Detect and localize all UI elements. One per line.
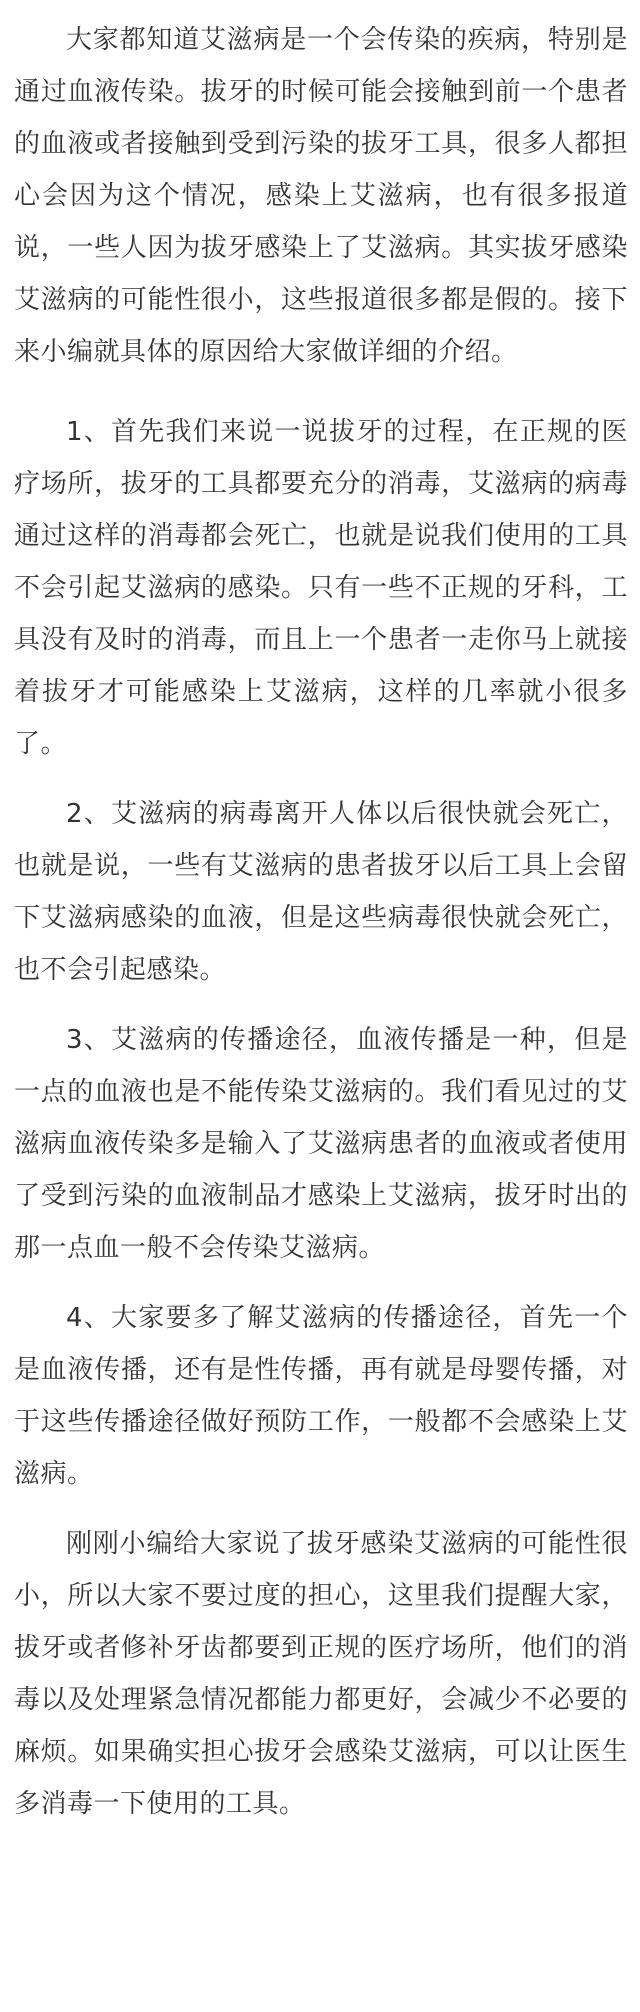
conclusion-paragraph: 刚刚小编给大家说了拔牙感染艾滋病的可能性很小，所以大家不要过度的担心，这里我们提醒大家，拔牙或者修补牙齿都要到正规的医疗场所，他们的消毒以及处理紧急情况都能力都更好，会减少不必要的麻烦。如果确实担心拔牙会感染艾滋病，可以让医生多消毒一下使用的工具。 bbox=[14, 1529, 628, 1819]
point-4-paragraph: 4、大家要多了解艾滋病的传播途径，首先一个是血液传播，还有是性传播，再有就是母婴传播，对于这些传播途径做好预防工作，一般都不会感染上艾滋病。 bbox=[14, 1303, 628, 1489]
point-1-paragraph: 1、首先我们来说一说拔牙的过程，在正规的医疗场所，拔牙的工具都要充分的消毒，艾滋病的病毒通过这样的消毒都会死亡，也就是说我们使用的工具不会引起艾滋病的感染。只有一些不正规的牙科，工具没有及时的消毒，而且上一个患者一走你马上就接着拔牙才可能感染上艾滋病，这样的几率就小很多了。 bbox=[14, 417, 628, 759]
intro-paragraph: 大家都知道艾滋病是一个会传染的疾病，特别是通过血液传染。拔牙的时候可能会接触到前一个患者的血液或者接触到受到污染的拔牙工具，很多人都担心会因为这个情况，感染上艾滋病，也有很多报道说，一些人因为拔牙感染上了艾滋病。其实拔牙感染艾滋病的可能性很小，这些报道很多都是假的。接下来小编就具体的原因给大家做详细的介绍。 bbox=[14, 25, 628, 367]
point-3-paragraph: 3、艾滋病的传播途径，血液传播是一种，但是一点的血液也是不能传染艾滋病的。我们看见过的艾滋病血液传染多是输入了艾滋病患者的血液或者使用了受到污染的血液制品才感染上艾滋病，拔牙时出的那一点血一般不会传染艾滋病。 bbox=[14, 1025, 628, 1263]
point-2-paragraph: 2、艾滋病的病毒离开人体以后很快就会死亡，也就是说，一些有艾滋病的患者拔牙以后工具上会留下艾滋病感染的血液，但是这些病毒很快就会死亡，也不会引起感染。 bbox=[14, 799, 628, 985]
